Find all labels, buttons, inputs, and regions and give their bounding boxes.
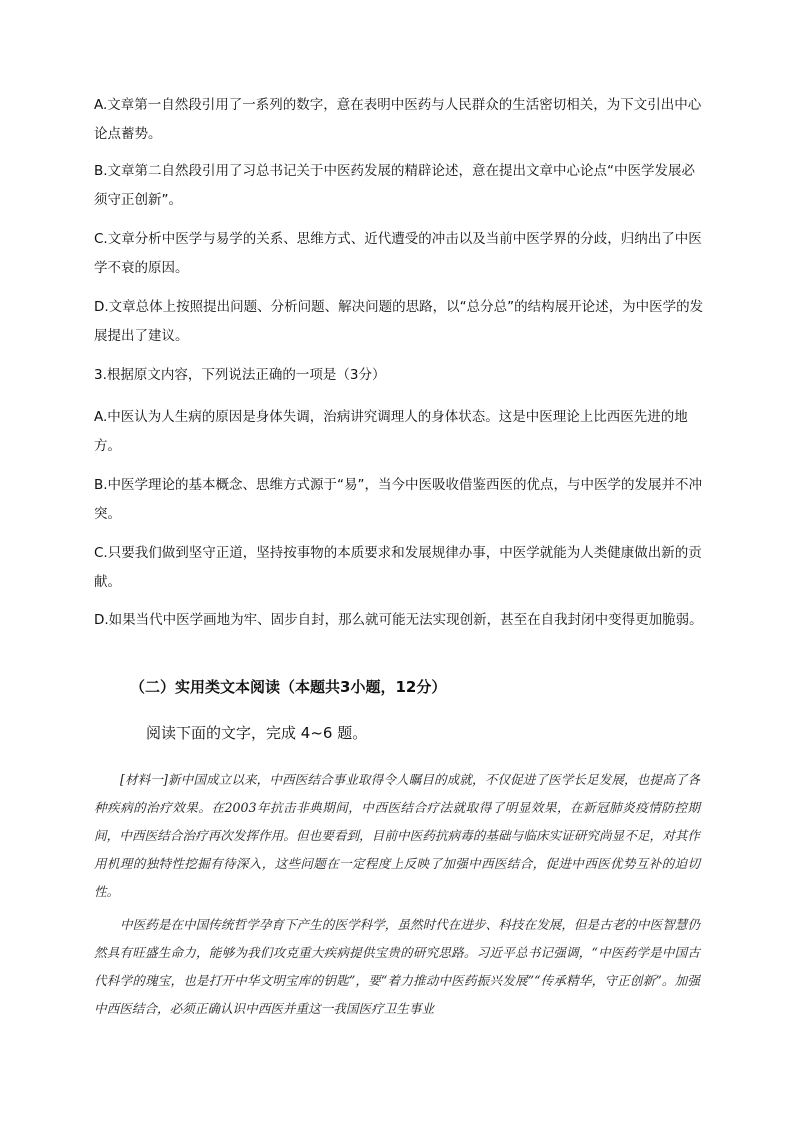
- question-3-stem: 3.根据原文内容，下列说法正确的一项是（3分）: [94, 367, 386, 383]
- option-2c: C.文章分析中医学与易学的关系、思维方式、近代遭受的冲击以及当前中医学界的分歧，归纳出了中医学不衰的原因。: [94, 231, 702, 276]
- option-3d: D.如果当代中医学画地为牢、固步自封，那么就可能无法实现创新，甚至在自我封闭中变得更加脆弱。: [94, 612, 703, 628]
- option-2b: B.文章第二自然段引用了习总书记关于中医药发展的精辟论述，意在提出文章中心论点“中医学发展必须守正创新”。: [94, 163, 696, 208]
- section-instruction: 阅读下面的文字，完成 4~6 题。: [146, 724, 368, 742]
- material-paragraph-1: [材料一]新中国成立以来，中西医结合事业取得令人瞩目的成就，不仅促进了医学长足发展，也提高了各种疾病的治疗效果。在2003年抗击非典期间，中西医结合疗法就取得了明显效果，在新冠肺炎疫情防控期间，中西医结合治疗再次发挥作用。但也要看到，目前中医药抗病毒的基础与临床实证研究尚显不足，对其作用机理的独特性挖掘有待深入，这些问题在一定程度上反映了加强中西医结合，促进中西医优势互补的迫切性。: [94, 772, 700, 899]
- material-paragraph-2: 中医药是在中国传统哲学孕育下产生的医学科学，虽然时代在进步、科技在发展，但是古老的中医智慧仍然具有旺盛生命力，能够为我们攻克重大疾病提供宝贵的研究思路。习近平总书记强调，“中医药学是中国古代科学的瑰宝，也是打开中华文明宝库的钥匙”，要“着力推动中医药振兴发展”“传承精华，守正创新”。加强中西医结合，必须正确认识中西医并重这一我国医疗卫生事业: [94, 917, 700, 1016]
- option-3b: B.中医学理论的基本概念、思维方式源于“易”，当今中医吸收借鉴西医的优点，与中医学的发展并不冲突。: [94, 477, 703, 522]
- option-2d: D.文章总体上按照提出问题、分析问题、解决问题的思路，以“总分总”的结构展开论述，为中医学的发展提出了建议。: [94, 299, 704, 344]
- option-3c: C.只要我们做到坚守正道，坚持按事物的本质要求和发展规律办事，中医学就能为人类健康做出新的贡献。: [94, 545, 702, 590]
- option-3a: A.中医认为人生病的原因是身体失调，治病讲究调理人的身体状态。这是中医理论上比西医先进的地方。: [94, 409, 688, 454]
- section-heading: （二）实用类文本阅读（本题共3小题，12分）: [130, 678, 447, 696]
- option-2a: A.文章第一自然段引用了一系列的数字，意在表明中医药与人民群众的生活密切相关，为下文引出中心论点蓄势。: [94, 97, 702, 142]
